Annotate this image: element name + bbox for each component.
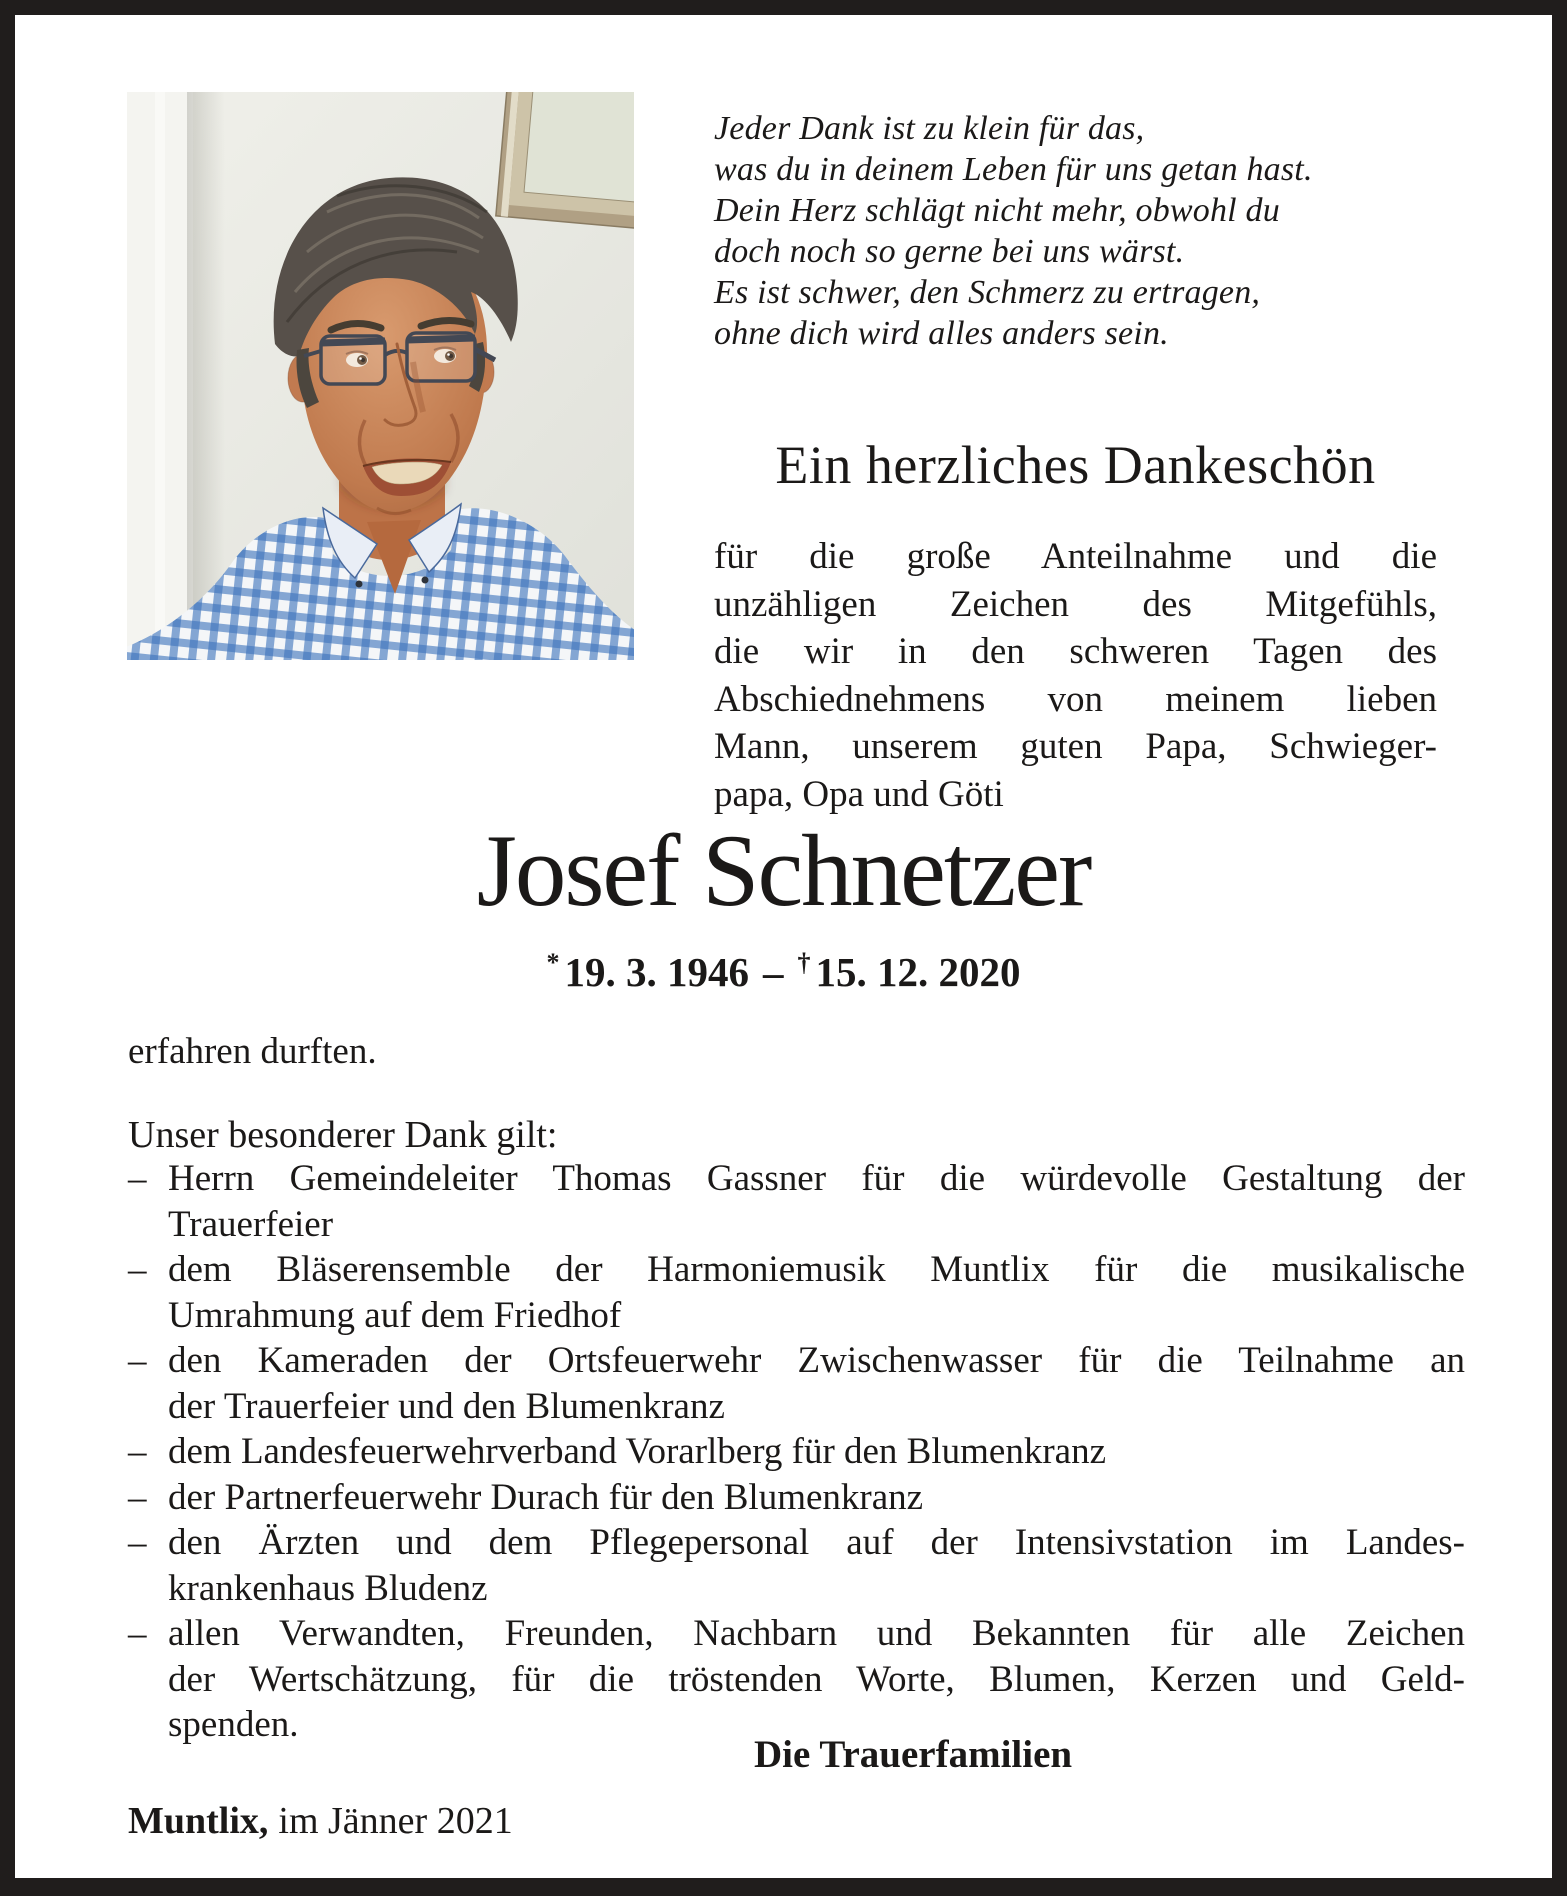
list-line: dem Landesfeuerwehrverband Vorarlberg für den Blumenkranz bbox=[168, 1431, 1107, 1472]
list-dash: – bbox=[128, 1431, 147, 1472]
life-dates bbox=[0, 948, 1567, 996]
intro-line: papa, Opa und Göti bbox=[714, 773, 1004, 815]
list-dash: – bbox=[128, 1613, 147, 1654]
picture-frame bbox=[496, 92, 634, 231]
list-item bbox=[128, 1338, 1465, 1429]
list-line: krankenhaus Bludenz bbox=[168, 1567, 488, 1609]
intro-line: für die große Anteilnahme und die bbox=[714, 536, 1437, 577]
list-line: den Ärzten und dem Pflegepersonal auf der Intensivstation im Landes- bbox=[168, 1522, 1465, 1563]
dates-separator: – bbox=[763, 949, 784, 995]
list-line: dem Bläserensemble der Harmoniemusik Muntlix für die musikalische bbox=[168, 1249, 1465, 1290]
list-item bbox=[128, 1475, 1465, 1521]
list-dash: – bbox=[128, 1340, 147, 1381]
death-date: 15. 12. 2020 bbox=[815, 949, 1021, 995]
list-dash: – bbox=[128, 1476, 147, 1518]
date-text: im Jänner 2021 bbox=[278, 1800, 513, 1842]
special-thanks-list bbox=[128, 1156, 1465, 1748]
poem-line: Dein Herz schlägt nicht mehr, obwohl du bbox=[714, 192, 1280, 229]
intro-line: Abschiednehmens von meinem lieben bbox=[714, 678, 1437, 720]
list-line: der Wertschätzung, für die tröstenden Worte, Blumen, Kerzen und Geld- bbox=[168, 1658, 1465, 1700]
list-line: der Partnerfeuerwehr Durach für den Blumenkranz bbox=[168, 1476, 924, 1518]
list-line: allen Verwandten, Freunden, Nachbarn und Bekannten für alle Zeichen bbox=[168, 1613, 1465, 1654]
death-symbol: † bbox=[797, 948, 811, 977]
poem-line: Es ist schwer, den Schmerz zu ertragen, bbox=[714, 274, 1261, 311]
list-line: Herrn Gemeindeleiter Thomas Gassner für die würdevolle Gestaltung der bbox=[168, 1158, 1465, 1199]
special-thanks-title: Unser besonderer Dank gilt: bbox=[128, 1114, 558, 1156]
list-item bbox=[128, 1247, 1465, 1338]
intro-paragraph bbox=[714, 533, 1437, 818]
list-line: den Kameraden der Ortsfeuerwehr Zwischenwasser für die Teilnahme an bbox=[168, 1340, 1465, 1381]
list-line: Umrahmung auf dem Friedhof bbox=[168, 1294, 622, 1336]
poem-line: was du in deinem Leben für uns getan hast. bbox=[714, 151, 1313, 188]
intro-line: Mann, unserem guten Papa, Schwieger- bbox=[714, 726, 1437, 767]
sentence-continuation: erfahren durften. bbox=[128, 1031, 377, 1072]
signature-trauerfamilien: Die Trauerfamilien bbox=[754, 1733, 1073, 1776]
list-item bbox=[128, 1520, 1465, 1611]
birth-date: 19. 3. 1946 bbox=[564, 949, 749, 995]
list-item bbox=[128, 1611, 1465, 1748]
intro-line: unzähligen Zeichen des Mitgefühls, bbox=[714, 583, 1437, 625]
list-line: der Trauerfeier und den Blumenkranz bbox=[168, 1385, 725, 1427]
poem-line: ohne dich wird alles anders sein. bbox=[714, 315, 1169, 352]
birth-symbol: * bbox=[546, 948, 560, 977]
thanks-heading: Ein herzliches Dankeschön bbox=[775, 435, 1376, 495]
place-date-line bbox=[128, 1799, 513, 1843]
list-line: Trauerfeier bbox=[168, 1203, 334, 1245]
list-item bbox=[128, 1156, 1465, 1247]
memorial-poem bbox=[714, 108, 1313, 354]
intro-line: die wir in den schweren Tagen des bbox=[714, 631, 1437, 672]
place-name: Muntlix, bbox=[128, 1800, 269, 1842]
list-dash: – bbox=[128, 1249, 147, 1290]
list-dash: – bbox=[128, 1158, 147, 1199]
list-dash: – bbox=[128, 1522, 147, 1563]
list-item bbox=[128, 1429, 1465, 1475]
poem-line: doch noch so gerne bei uns wärst. bbox=[714, 233, 1185, 270]
list-line: spenden. bbox=[168, 1704, 299, 1745]
deceased-name: Josef Schnetzer bbox=[476, 814, 1091, 928]
poem-line: Jeder Dank ist zu klein für das, bbox=[714, 110, 1145, 147]
portrait-photo bbox=[127, 92, 634, 660]
